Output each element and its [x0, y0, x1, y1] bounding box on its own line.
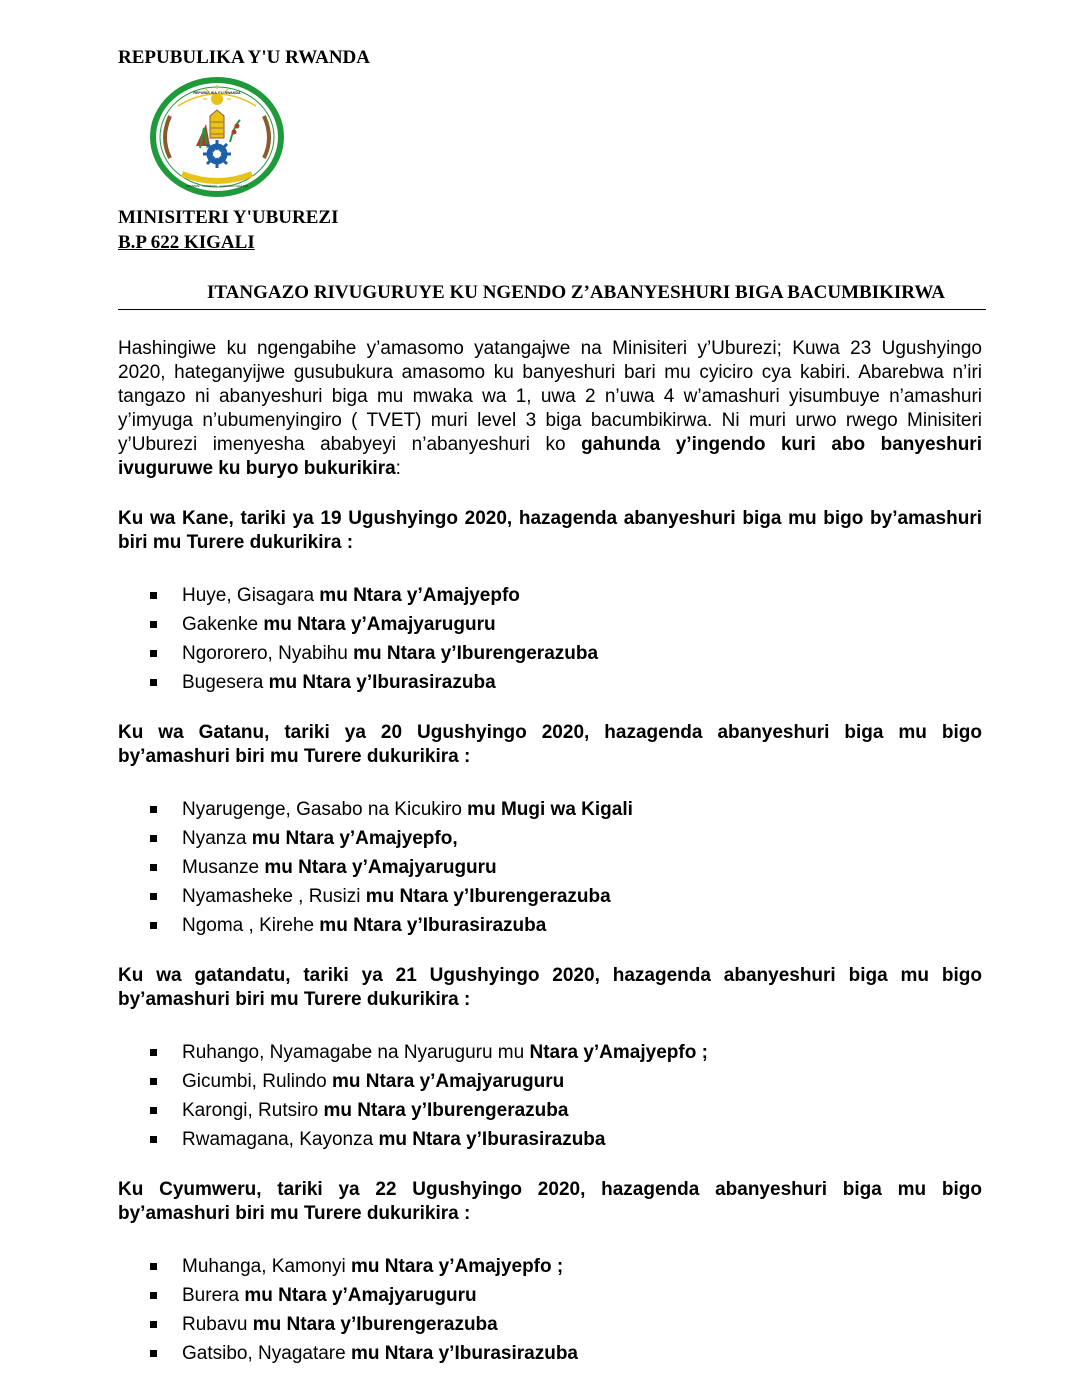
- province-name: Ntara y’Amajyepfo ;: [529, 1042, 708, 1063]
- day-heading: Ku wa Gatanu, tariki ya 20 Ugushyingo 2020, hazagenda abanyeshuri biga mu bigo by’amashuri biri mu Turere dukurikira :: [118, 722, 982, 767]
- district-names: Bugesera: [182, 672, 269, 693]
- bullet-icon: [150, 893, 157, 900]
- list-item: [150, 795, 982, 824]
- province-name: mu Ntara y’Iburasirazuba: [378, 1129, 606, 1150]
- district-names: Muhanga, Kamonyi: [182, 1256, 351, 1277]
- province-name: mu Ntara y’Iburengerazuba: [252, 1314, 498, 1335]
- district-names: Nyarugenge, Gasabo na Kicukiro: [182, 799, 468, 820]
- intro-text: Hashingiwe ku ngengabihe y’amasomo yatangajwe na Minisiteri y’Uburezi; Kuwa 23 Ugushyingo 2020, hateganyijwe gusubukura amasomo ku banyeshuri bari mu cyiciro cya kabiri. Abarebwa n’iri tangazo ni abanyeshuri biga mu mwaka wa 1, uwa 2 n’uwa 4 w’amashuri yisumbuye n’amashuri y’imyuga n’ubumenyingiro ( TVET) muri level 3 biga bacumbikirwa. Ni muri urwo rwego Minisiteri y’Uburezi imenyesha ababyeyi n’abanyeshuri ko: [118, 338, 982, 455]
- bullet-icon: [150, 1136, 157, 1143]
- province-name: mu Ntara y’Amajyaruguru: [264, 857, 497, 878]
- province-name: mu Ntara y’Amajyaruguru: [331, 1071, 565, 1092]
- bullet-icon: [150, 621, 157, 628]
- province-name: mu Ntara y’Amajyepfo,: [251, 828, 458, 849]
- district-names: Huye, Gisagara: [182, 585, 320, 606]
- district-list: [118, 1252, 982, 1368]
- list-item: [150, 581, 982, 610]
- seal-emblem: [153, 80, 281, 194]
- list-item: [150, 1038, 982, 1067]
- district-names: Karongi, Rutsiro: [182, 1100, 324, 1121]
- bullet-icon: [150, 592, 157, 599]
- list-item: [150, 1339, 982, 1368]
- republic-name: REPUBULIKA Y'U RWANDA: [118, 47, 370, 68]
- list-item: [150, 1096, 982, 1125]
- bullet-icon: [150, 679, 157, 686]
- district-names: Gakenke: [182, 614, 264, 635]
- district-names: Burera: [182, 1285, 245, 1306]
- day-heading: Ku wa gatandatu, tariki ya 21 Ugushyingo 2020, hazagenda abanyeshuri biga mu bigo by’amashuri biri mu Turere dukurikira :: [118, 965, 982, 1010]
- list-item: [150, 824, 982, 853]
- province-name: mu Ntara y’Iburasirazuba: [319, 915, 547, 936]
- bullet-icon: [150, 1078, 157, 1085]
- province-name: mu Ntara y’Amajyepfo ;: [351, 1256, 564, 1277]
- province-name: mu Ntara y’Amajyepfo: [319, 585, 520, 606]
- bullet-icon: [150, 1049, 157, 1056]
- rwanda-coat-of-arms-seal: [148, 76, 286, 198]
- province-name: mu Ntara y’Iburasirazuba: [350, 1343, 579, 1364]
- list-item: [150, 610, 982, 639]
- title-divider: [118, 309, 986, 310]
- bullet-icon: [150, 1292, 157, 1299]
- list-item: [150, 1281, 982, 1310]
- list-item: [150, 668, 982, 697]
- district-list: [118, 1038, 982, 1154]
- bullet-icon: [150, 1263, 157, 1270]
- district-names: Musanze: [182, 857, 265, 878]
- seal-top-text: REPUBULIKA Y'U RWANDA: [193, 91, 241, 95]
- seal-bottom-text: UBUMWE · UMURIMO · GUKUNDA IGIHUGU: [185, 184, 249, 188]
- district-names: Nyamasheke , Rusizi: [182, 886, 366, 907]
- ministry-name: MINISITERI Y'UBUREZI: [118, 207, 339, 228]
- district-names: Ngororero, Nyabihu: [182, 643, 354, 664]
- list-item: [150, 911, 982, 940]
- bullet-icon: [150, 864, 157, 871]
- province-name: mu Ntara y’Iburengerazuba: [365, 886, 611, 907]
- bullet-icon: [150, 1107, 157, 1114]
- intro-bold-text: gahunda y’ingendo kuri abo banyeshuri ivuguruwe ku buryo bukurikira: [118, 434, 982, 479]
- intro-paragraph: [118, 337, 982, 481]
- bullet-icon: [150, 806, 157, 813]
- province-name: mu Mugi wa Kigali: [467, 799, 633, 820]
- province-name: mu Ntara y’Amajyaruguru: [263, 614, 496, 635]
- bullet-icon: [150, 1350, 157, 1357]
- list-item: [150, 1310, 982, 1339]
- district-names: Ngoma , Kirehe: [182, 915, 320, 936]
- list-item: [150, 1067, 982, 1096]
- province-name: mu Ntara y’Iburengerazuba: [323, 1100, 569, 1121]
- province-name: mu Ntara y’Iburengerazuba: [353, 643, 599, 664]
- district-list: [118, 581, 982, 697]
- po-box-address: B.P 622 KIGALI: [118, 232, 255, 253]
- day-heading: Ku Cyumweru, tariki ya 22 Ugushyingo 2020, hazagenda abanyeshuri biga mu bigo by’amashuri biri mu Turere dukurikira :: [118, 1179, 982, 1224]
- announcement-body: [118, 337, 982, 1392]
- list-item: [150, 1252, 982, 1281]
- district-names: Gicumbi, Rulindo: [182, 1071, 332, 1092]
- bullet-icon: [150, 922, 157, 929]
- district-names: Rwamagana, Kayonza: [182, 1129, 379, 1150]
- list-item: [150, 1125, 982, 1154]
- list-item: [150, 639, 982, 668]
- district-list: [118, 795, 982, 940]
- district-names: Rubavu: [182, 1314, 253, 1335]
- district-names: Gatsibo, Nyagatare: [182, 1343, 351, 1364]
- day-heading: Ku wa Kane, tariki ya 19 Ugushyingo 2020, hazagenda abanyeshuri biga mu bigo by’amashuri biri mu Turere dukurikira :: [118, 508, 982, 553]
- district-names: Nyanza: [182, 828, 252, 849]
- list-item: [150, 853, 982, 882]
- province-name: mu Ntara y’Iburasirazuba: [268, 672, 496, 693]
- bullet-icon: [150, 1321, 157, 1328]
- intro-end: :: [395, 458, 401, 479]
- bullet-icon: [150, 650, 157, 657]
- bullet-icon: [150, 835, 157, 842]
- list-item: [150, 882, 982, 911]
- district-names: Ruhango, Nyamagabe na Nyaruguru mu: [182, 1042, 530, 1063]
- province-name: mu Ntara y’Amajyaruguru: [244, 1285, 477, 1306]
- announcement-title: ITANGAZO RIVUGURUYE KU NGENDO Z’ABANYESHURI BIGA BACUMBIKIRWA: [207, 282, 945, 303]
